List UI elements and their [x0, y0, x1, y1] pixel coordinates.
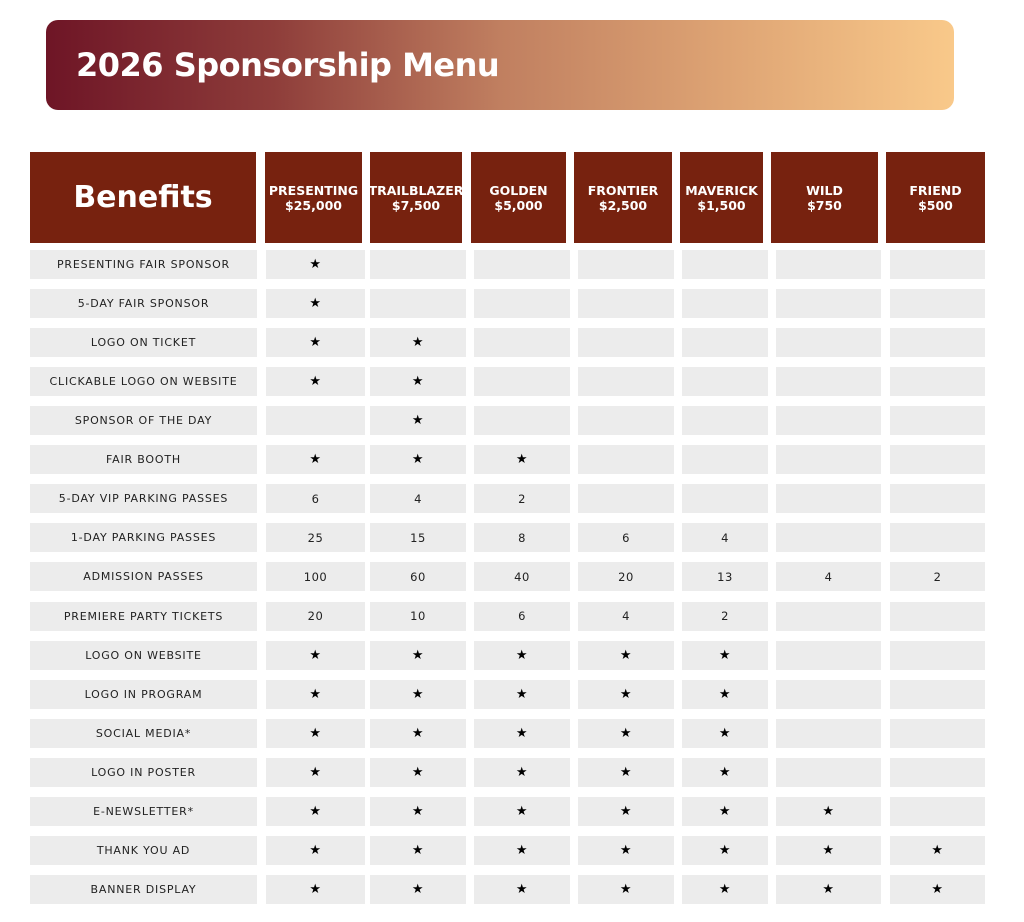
benefit-value-cell	[370, 406, 466, 435]
benefits-header: Benefits	[30, 152, 256, 243]
benefit-value-cell	[474, 875, 570, 904]
star-icon: ★	[309, 257, 322, 272]
benefit-value-cell	[370, 836, 466, 865]
star-icon: ★	[619, 803, 633, 819]
benefit-value-cell	[682, 406, 768, 435]
star-icon: ★	[718, 803, 732, 819]
benefit-value-cell	[776, 719, 881, 748]
star-icon: ★	[309, 374, 322, 390]
benefit-value-cell	[890, 719, 985, 748]
benefit-value-cell	[474, 250, 570, 279]
star-icon: ★	[515, 803, 529, 819]
star-icon: ★	[411, 764, 425, 780]
tier-name: GOLDEN	[489, 182, 548, 198]
benefit-value-cell: 25	[266, 523, 365, 552]
star-icon: ★	[309, 335, 322, 351]
benefit-value-cell	[578, 797, 674, 826]
star-icon: ★	[515, 764, 529, 780]
benefit-value-cell	[890, 797, 985, 826]
benefit-value-cell	[776, 484, 881, 513]
star-icon: ★	[931, 881, 944, 897]
benefit-label: LOGO IN PROGRAM	[30, 680, 257, 709]
page-title: 2026 Sponsorship Menu	[76, 46, 500, 84]
benefit-value-cell	[890, 680, 985, 709]
benefit-label: LOGO ON WEBSITE	[30, 641, 257, 670]
title-banner	[46, 20, 954, 110]
benefit-value-cell	[474, 445, 570, 474]
benefit-value-cell	[370, 758, 466, 787]
star-icon: ★	[718, 647, 732, 663]
benefit-value-cell	[370, 367, 466, 396]
benefit-value-cell	[682, 641, 768, 670]
benefit-value-cell	[890, 641, 985, 670]
star-icon: ★	[309, 647, 322, 663]
tier-price: $500	[918, 197, 953, 213]
star-icon: ★	[411, 803, 425, 819]
benefit-label: FAIR BOOTH	[30, 445, 257, 474]
benefit-value-cell	[578, 289, 674, 318]
benefit-value-cell	[370, 445, 466, 474]
benefit-value-cell	[776, 289, 881, 318]
benefit-value-cell: 4	[776, 562, 881, 591]
star-icon: ★	[718, 881, 732, 897]
benefit-value-cell	[776, 602, 881, 631]
tier-name: WILD	[806, 182, 843, 198]
benefit-value-cell	[682, 250, 768, 279]
benefit-label: PREMIERE PARTY TICKETS	[30, 602, 257, 631]
benefit-value-cell: 6	[266, 484, 365, 513]
star-icon: ★	[515, 647, 529, 663]
benefit-label: PRESENTING FAIR SPONSOR	[30, 250, 257, 279]
tier-price: $25,000	[285, 197, 342, 213]
tier-header-frontier	[574, 152, 672, 243]
benefit-value-cell	[266, 445, 365, 474]
benefit-value-cell	[266, 289, 365, 318]
benefit-value-cell: 15	[370, 523, 466, 552]
tier-header-trailblazer	[370, 152, 462, 243]
benefit-value-cell	[682, 289, 768, 318]
benefit-value-cell	[474, 406, 570, 435]
star-icon: ★	[411, 647, 425, 663]
benefit-label: 1-DAY PARKING PASSES	[30, 523, 257, 552]
star-icon: ★	[619, 647, 633, 663]
benefit-value-cell	[776, 680, 881, 709]
benefit-value-cell	[776, 328, 881, 357]
benefit-value-cell	[578, 445, 674, 474]
benefit-value-cell	[578, 328, 674, 357]
star-icon: ★	[309, 686, 322, 702]
benefit-value-cell	[266, 875, 365, 904]
star-icon: ★	[619, 686, 633, 702]
benefit-value-cell	[370, 680, 466, 709]
benefit-value-cell	[776, 836, 881, 865]
benefit-value-cell	[776, 875, 881, 904]
benefit-value-cell	[266, 641, 365, 670]
benefit-value-cell: 20	[266, 602, 365, 631]
benefit-label: BANNER DISPLAY	[30, 875, 257, 904]
benefit-value-cell	[578, 250, 674, 279]
star-icon: ★	[411, 725, 425, 741]
benefit-value-cell	[890, 367, 985, 396]
benefit-value-cell	[370, 797, 466, 826]
benefit-value-cell: 10	[370, 602, 466, 631]
benefit-label: CLICKABLE LOGO ON WEBSITE	[30, 367, 257, 396]
benefit-value-cell	[266, 836, 365, 865]
tier-name: TRAILBLAZER	[368, 182, 464, 198]
benefit-value-cell: 2	[682, 602, 768, 631]
benefit-value-cell: 2	[474, 484, 570, 513]
tier-name: FRIEND	[909, 182, 962, 198]
benefit-value-cell	[776, 797, 881, 826]
star-icon: ★	[411, 413, 425, 429]
tier-price: $1,500	[697, 197, 746, 213]
benefit-value-cell	[682, 680, 768, 709]
tier-header-golden	[471, 152, 566, 243]
benefit-value-cell	[266, 797, 365, 826]
benefit-value-cell	[890, 602, 985, 631]
benefit-value-cell	[890, 250, 985, 279]
benefit-value-cell	[578, 641, 674, 670]
benefit-value-cell	[890, 523, 985, 552]
benefit-value-cell	[776, 406, 881, 435]
star-icon: ★	[411, 881, 425, 897]
benefit-value-cell	[266, 758, 365, 787]
star-icon: ★	[309, 881, 322, 897]
benefit-value-cell	[474, 367, 570, 396]
benefit-value-cell: 13	[682, 562, 768, 591]
star-icon: ★	[822, 881, 835, 897]
benefit-value-cell	[890, 328, 985, 357]
benefit-value-cell: 6	[578, 523, 674, 552]
tier-name: PRESENTING	[268, 182, 359, 198]
benefit-value-cell	[370, 250, 466, 279]
tier-header-maverick	[680, 152, 763, 243]
benefit-label: E-NEWSLETTER*	[30, 797, 257, 826]
benefit-label: 5-DAY VIP PARKING PASSES	[30, 484, 257, 513]
benefit-value-cell	[474, 797, 570, 826]
star-icon: ★	[411, 374, 425, 390]
star-icon: ★	[309, 296, 322, 312]
benefit-value-cell	[890, 289, 985, 318]
star-icon: ★	[411, 842, 425, 858]
benefit-value-cell	[370, 875, 466, 904]
benefit-value-cell	[266, 719, 365, 748]
benefit-value-cell	[890, 836, 985, 865]
benefit-value-cell: 4	[578, 602, 674, 631]
benefit-value-cell: 4	[370, 484, 466, 513]
star-icon: ★	[411, 452, 425, 468]
benefit-value-cell	[776, 250, 881, 279]
star-icon: ★	[619, 764, 633, 780]
benefit-value-cell	[578, 367, 674, 396]
star-icon: ★	[309, 803, 322, 819]
benefit-value-cell	[578, 875, 674, 904]
benefit-value-cell	[682, 328, 768, 357]
star-icon: ★	[515, 842, 529, 858]
benefit-value-cell	[682, 836, 768, 865]
star-icon: ★	[619, 842, 633, 858]
benefit-label: LOGO ON TICKET	[30, 328, 257, 357]
benefit-value-cell	[370, 328, 466, 357]
benefit-value-cell	[266, 406, 365, 435]
benefit-value-cell	[890, 445, 985, 474]
tier-header-friend	[886, 152, 985, 243]
benefit-value-cell	[776, 445, 881, 474]
benefit-value-cell	[890, 406, 985, 435]
star-icon: ★	[309, 842, 322, 858]
benefit-value-cell	[474, 289, 570, 318]
star-icon: ★	[515, 452, 529, 468]
star-icon: ★	[718, 842, 732, 858]
star-icon: ★	[515, 686, 529, 702]
star-icon: ★	[309, 452, 322, 468]
benefit-value-cell	[370, 641, 466, 670]
tier-header-wild	[771, 152, 878, 243]
benefit-label: SOCIAL MEDIA*	[30, 719, 257, 748]
benefit-value-cell	[682, 484, 768, 513]
benefit-value-cell	[682, 367, 768, 396]
star-icon: ★	[619, 725, 633, 741]
benefit-value-cell	[266, 328, 365, 357]
tier-price: $7,500	[391, 197, 441, 213]
star-icon: ★	[515, 725, 529, 741]
tier-price: $5,000	[494, 197, 543, 213]
benefit-label: ADMISSION PASSES	[30, 562, 257, 591]
benefit-value-cell: 2	[890, 562, 985, 591]
star-icon: ★	[718, 764, 732, 780]
benefit-label: LOGO IN POSTER	[30, 758, 257, 787]
benefit-value-cell	[682, 875, 768, 904]
benefit-value-cell	[682, 445, 768, 474]
benefit-value-cell	[890, 758, 985, 787]
benefit-value-cell	[890, 875, 985, 904]
star-icon: ★	[822, 842, 835, 858]
benefit-value-cell	[776, 367, 881, 396]
benefit-label: SPONSOR OF THE DAY	[30, 406, 257, 435]
benefit-value-cell	[776, 523, 881, 552]
benefit-value-cell	[682, 758, 768, 787]
benefit-value-cell: 60	[370, 562, 466, 591]
benefit-value-cell	[578, 484, 674, 513]
tier-header-presenting	[265, 152, 362, 243]
benefit-value-cell	[474, 680, 570, 709]
benefit-value-cell: 40	[474, 562, 570, 591]
star-icon: ★	[619, 881, 633, 897]
benefit-value-cell	[266, 680, 365, 709]
benefit-value-cell	[474, 836, 570, 865]
benefit-value-cell	[578, 680, 674, 709]
tier-price: $2,500	[598, 197, 648, 213]
benefit-value-cell: 8	[474, 523, 570, 552]
tier-price: $750	[807, 197, 842, 213]
benefit-value-cell	[682, 797, 768, 826]
star-icon: ★	[931, 842, 944, 858]
benefit-value-cell	[578, 719, 674, 748]
star-icon: ★	[309, 725, 322, 741]
star-icon: ★	[718, 686, 732, 702]
benefit-label: 5-DAY FAIR SPONSOR	[30, 289, 257, 318]
star-icon: ★	[515, 881, 529, 897]
benefit-value-cell	[682, 719, 768, 748]
benefit-value-cell: 100	[266, 562, 365, 591]
benefit-value-cell	[370, 719, 466, 748]
benefit-value-cell	[266, 250, 365, 279]
tier-name: MAVERICK	[685, 182, 758, 198]
benefit-value-cell	[474, 758, 570, 787]
benefit-value-cell: 20	[578, 562, 674, 591]
benefit-value-cell	[266, 367, 365, 396]
benefit-value-cell: 4	[682, 523, 768, 552]
tier-name: FRONTIER	[587, 182, 659, 198]
benefit-value-cell	[578, 758, 674, 787]
benefit-value-cell	[776, 641, 881, 670]
benefit-value-cell	[474, 641, 570, 670]
benefit-value-cell	[776, 758, 881, 787]
benefit-value-cell	[474, 719, 570, 748]
benefit-label: THANK YOU AD	[30, 836, 257, 865]
benefit-value-cell	[890, 484, 985, 513]
star-icon: ★	[718, 725, 732, 741]
star-icon: ★	[822, 803, 835, 819]
benefit-value-cell	[578, 836, 674, 865]
benefit-value-cell	[474, 328, 570, 357]
star-icon: ★	[309, 764, 322, 780]
benefit-value-cell	[370, 289, 466, 318]
benefit-value-cell	[578, 406, 674, 435]
star-icon: ★	[411, 335, 425, 351]
star-icon: ★	[411, 686, 425, 702]
benefit-value-cell: 6	[474, 602, 570, 631]
